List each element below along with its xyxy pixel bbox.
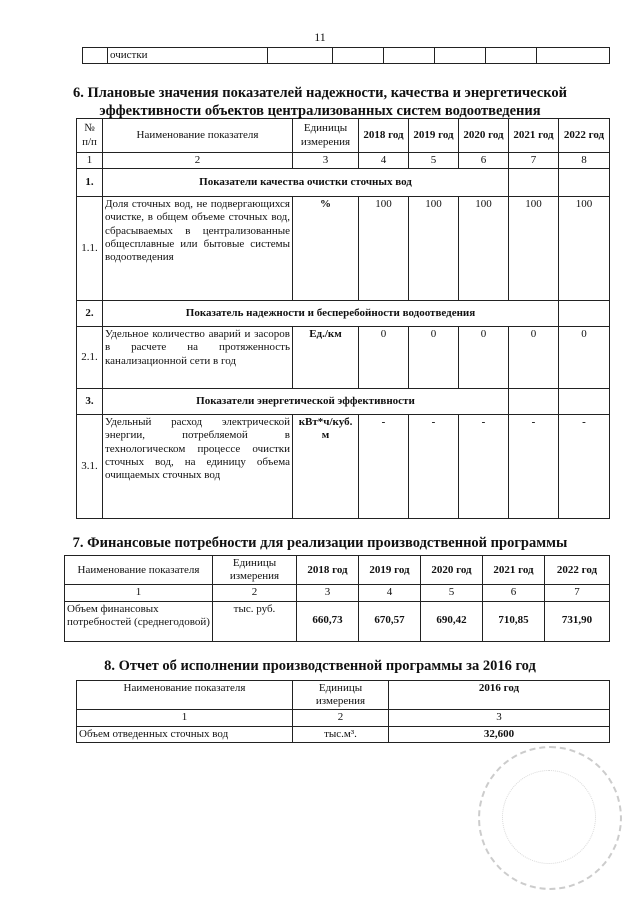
row-num: 2.1. [77,327,103,389]
fragment-cell: очистки [108,48,268,64]
col-number: 7 [545,585,610,601]
header-year: 2021 год [483,556,545,585]
col-number: 1 [65,585,213,601]
finance-value: 690,42 [421,601,483,641]
col-number: 5 [421,585,483,601]
col-number: 1 [77,710,293,726]
report-row-unit: тыс.м³. [293,726,389,742]
indicator-value: 0 [559,327,610,389]
col-number: 6 [459,153,509,169]
indicator-value: - [359,415,409,519]
group-title: Показатель надежности и бесперебойности водоотведения [103,301,559,327]
group-num: 3. [77,389,103,415]
group-title: Показатели качества очистки сточных вод [103,169,509,197]
header-year: 2019 год [359,556,421,585]
indicator-unit: Ед./км [293,327,359,389]
col-number: 3 [297,585,359,601]
header-name: Наименование показателя [65,556,213,585]
page-number: 11 [314,30,326,44]
col-number: 2 [103,153,293,169]
section8-title: 8. Отчет об исполнении производственной программы за 2016 год [104,658,536,674]
col-number: 4 [359,585,421,601]
section6-title: 6. Плановые значения показателей надежности, качества и энергетической эффективности объектов централизованных систем водоотведения [73,85,567,120]
indicator-value: 100 [509,197,559,301]
indicator-name: Удельный расход электрической энергии, потребляемой в технологическом процессе очистки сточных вод, на единицу объема очищаемых сточных вод [103,415,293,519]
row-num: 3.1. [77,415,103,519]
header-year: 2019 год [409,119,459,153]
indicator-value: 0 [459,327,509,389]
indicator-unit: кВт*ч/куб. м [293,415,359,519]
indicator-value: 0 [509,327,559,389]
group-title: Показатели энергетической эффективности [103,389,509,415]
header-name: Наименование показателя [77,681,293,710]
col-number: 5 [409,153,459,169]
header-unit: Единицы измерения [213,556,297,585]
col-number: 3 [389,710,610,726]
finance-row-name: Объем финансовых потребностей (среднегодовой) [65,601,213,641]
finance-row-unit: тыс. руб. [213,601,297,641]
official-seal [478,746,622,890]
indicator-value: 0 [409,327,459,389]
indicator-value: 100 [459,197,509,301]
col-number: 2 [213,585,297,601]
indicator-value: - [409,415,459,519]
previous-table-fragment [82,47,610,64]
col-number: 3 [293,153,359,169]
col-number: 4 [359,153,409,169]
indicator-value: 0 [359,327,409,389]
group-num: 1. [77,169,103,197]
col-number: 2 [293,710,389,726]
finance-value: 670,57 [359,601,421,641]
indicator-name: Удельное количество аварий и засоров в расчете на протяженность канализационной сети в год [103,327,293,389]
reliability-indicators-table [76,118,610,519]
indicator-value: - [509,415,559,519]
financial-needs-table [64,555,610,642]
report-row-name: Объем отведенных сточных вод [77,726,293,742]
indicator-value: 100 [409,197,459,301]
header-num: № п/п [77,119,103,153]
header-unit: Единицы измерения [293,119,359,153]
finance-value: 731,90 [545,601,610,641]
group-num: 2. [77,301,103,327]
indicator-value: 100 [359,197,409,301]
col-number: 8 [559,153,610,169]
execution-report-table [76,680,610,743]
header-unit: Единицы измерения [293,681,389,710]
indicator-value: - [459,415,509,519]
header-year: 2022 год [559,119,610,153]
header-year: 2020 год [459,119,509,153]
indicator-unit: % [293,197,359,301]
header-year: 2020 год [421,556,483,585]
header-name: Наименование показателя [103,119,293,153]
indicator-name: Доля сточных вод, не подвергающихся очистке, в общем объеме сточных вод, сбрасываемых в централизованные общесплавные или бытовые системы водоотведения [103,197,293,301]
indicator-value: - [559,415,610,519]
finance-value: 660,73 [297,601,359,641]
col-number: 6 [483,585,545,601]
header-year: 2016 год [389,681,610,710]
col-number: 1 [77,153,103,169]
indicator-value: 100 [559,197,610,301]
row-num: 1.1. [77,197,103,301]
header-year: 2021 год [509,119,559,153]
header-year: 2022 год [545,556,610,585]
header-year: 2018 год [297,556,359,585]
col-number: 7 [509,153,559,169]
section7-title: 7. Финансовые потребности для реализации производственной программы [72,535,568,551]
report-row-value: 32,600 [389,726,610,742]
header-year: 2018 год [359,119,409,153]
finance-value: 710,85 [483,601,545,641]
